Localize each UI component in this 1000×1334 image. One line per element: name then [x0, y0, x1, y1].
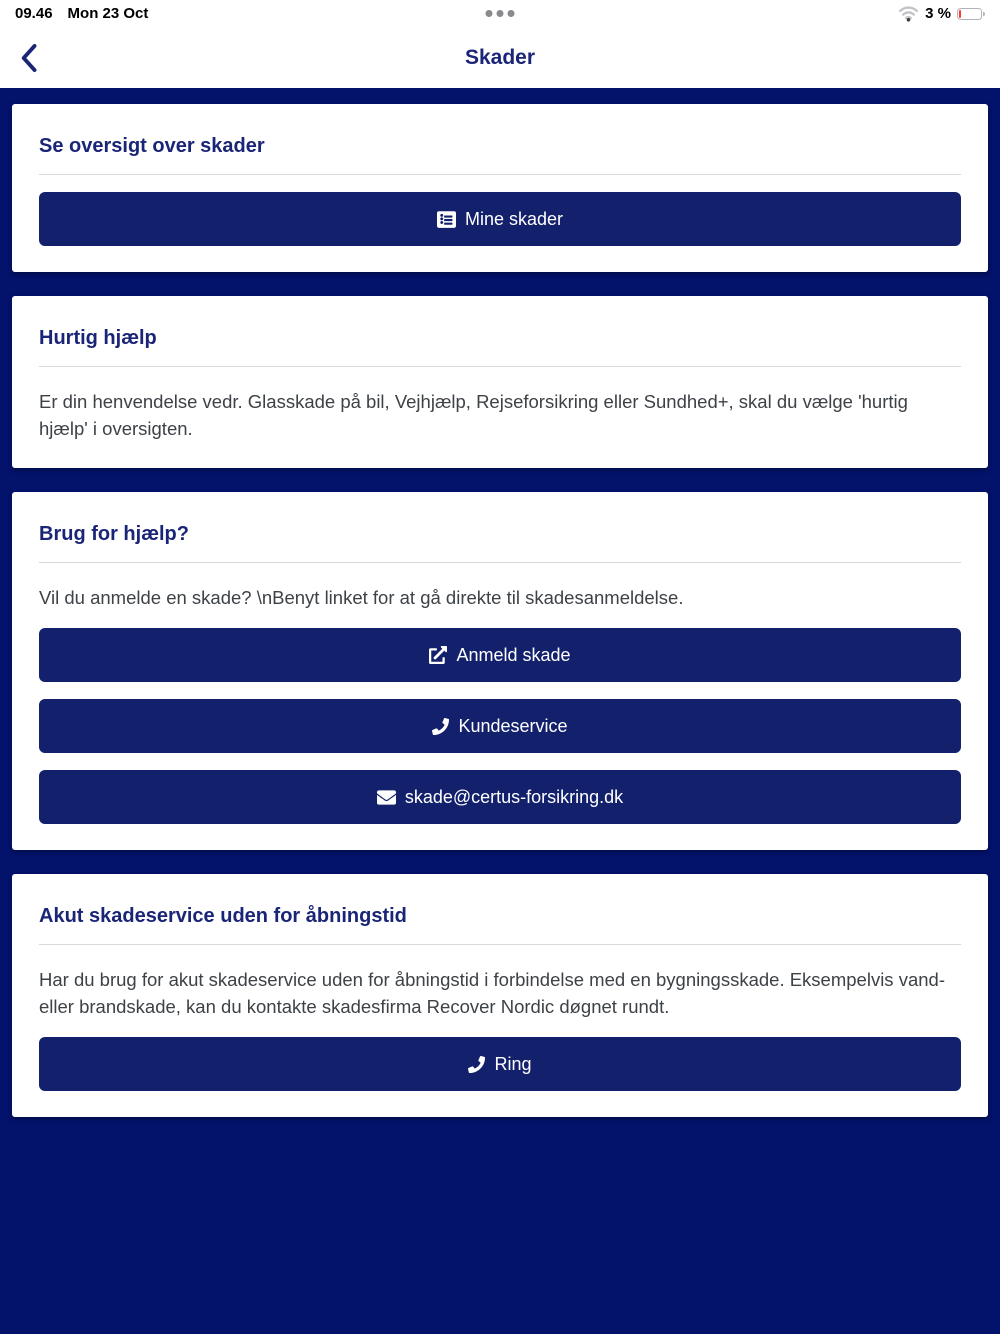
card-heading: Akut skadeservice uden for åbningstid — [39, 905, 407, 927]
battery-fill — [959, 10, 961, 18]
card-overview — [12, 104, 988, 272]
dot-icon — [497, 10, 504, 17]
phone-icon — [432, 718, 449, 735]
card-heading: Brug for hjælp? — [39, 523, 189, 545]
battery-percent: 3 % — [925, 5, 951, 22]
card-emergency — [12, 874, 988, 1117]
card-body-text: Har du brug for akut skadeservice uden for åbningstid i forbindelse med en bygningsskade. Eksempelvis vand- eller brandskade, kan du kontakte skadesfirma Recover Nordic døgnet rundt. — [39, 969, 945, 1017]
card-heading: Hurtig hjælp — [39, 327, 157, 349]
button-label: Mine skader — [464, 208, 564, 229]
button-label: Anmeld skade — [456, 644, 571, 665]
battery-cap — [983, 12, 985, 16]
kundeservice-button[interactable] — [39, 699, 961, 753]
external-link-icon — [429, 646, 447, 664]
dot-icon — [508, 10, 515, 17]
battery-icon — [957, 8, 985, 20]
content-area — [0, 88, 1000, 1117]
page-title: Skader — [464, 45, 536, 69]
divider — [39, 366, 961, 367]
button-label: skade@certus-forsikring.dk — [404, 786, 624, 807]
ring-button[interactable] — [39, 1037, 961, 1091]
multitask-dots-icon[interactable] — [486, 10, 515, 17]
email-button[interactable] — [39, 770, 961, 824]
button-label: Kundeservice — [458, 715, 568, 736]
back-button[interactable] — [14, 39, 43, 76]
envelope-icon — [377, 788, 396, 807]
status-date: Mon 23 Oct — [67, 5, 149, 22]
divider — [39, 174, 961, 175]
card-body-text: Vil du anmelde en skade? \nBenyt linket for at gå direkte til skadesanmeldelse. — [39, 587, 684, 608]
mine-skader-button[interactable] — [39, 192, 961, 246]
card-need-help — [12, 492, 988, 850]
card-quick-help — [12, 296, 988, 468]
card-body-text: Er din henvendelse vedr. Glasskade på bil, Vejhjælp, Rejseforsikring eller Sundhed+, skal du vælge 'hurtig hjælp' i oversigten. — [39, 391, 908, 439]
dot-icon — [486, 10, 493, 17]
divider — [39, 944, 961, 945]
nav-bar — [0, 27, 1000, 88]
status-indicators — [898, 5, 985, 22]
card-heading: Se oversigt over skader — [39, 135, 265, 157]
anmeld-skade-button[interactable] — [39, 628, 961, 682]
status-time: 09.46 — [15, 5, 53, 22]
chevron-left-icon — [20, 43, 37, 72]
phone-icon — [468, 1056, 485, 1073]
status-time-date — [15, 5, 148, 22]
divider — [39, 562, 961, 563]
wifi-icon — [898, 5, 919, 22]
status-bar — [0, 0, 1000, 27]
list-icon — [437, 210, 456, 229]
button-label: Ring — [494, 1053, 532, 1074]
